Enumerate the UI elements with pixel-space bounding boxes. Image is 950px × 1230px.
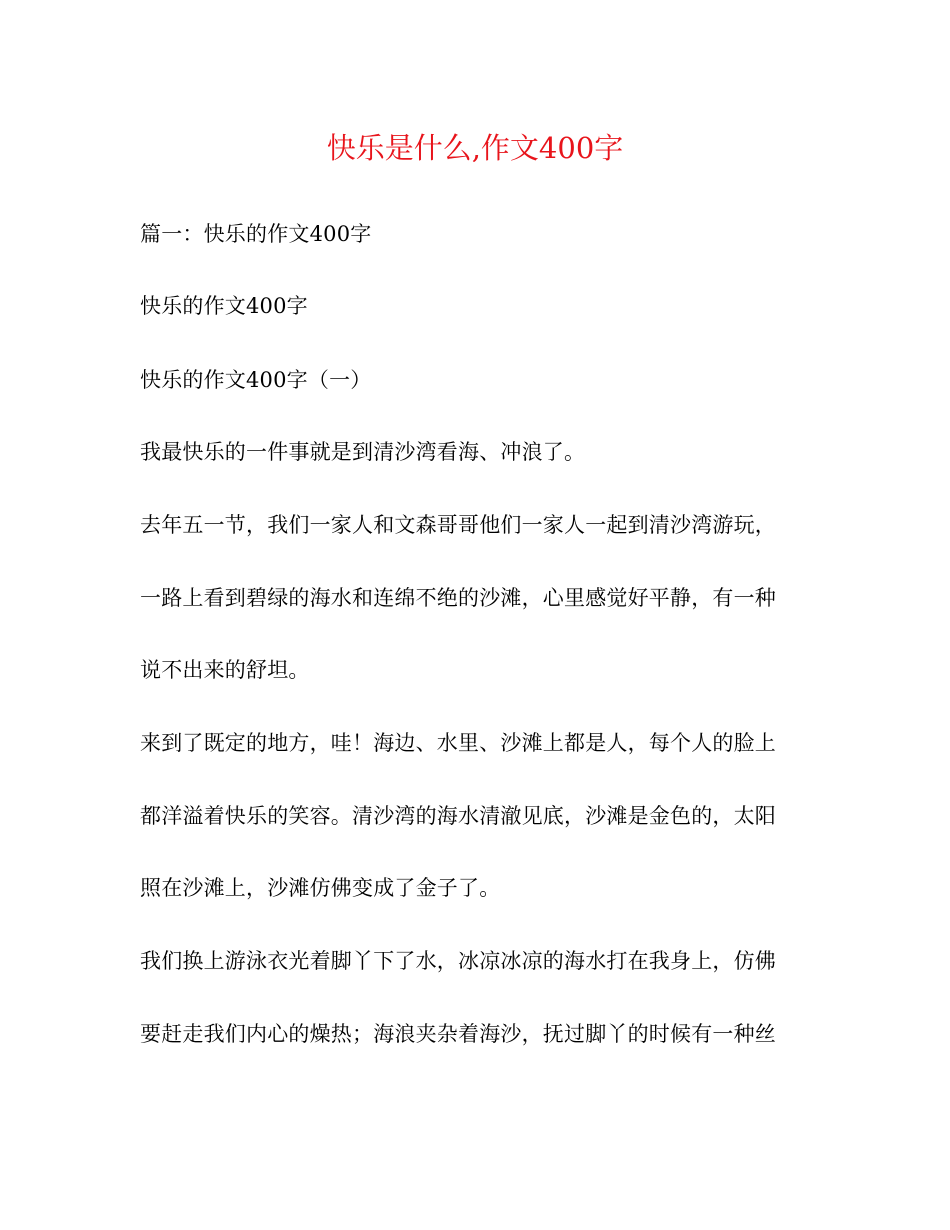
paragraph-line: 一路上看到碧绿的海水和连绵不绝的沙滩，心里感觉好平静，有一种 — [140, 586, 776, 610]
paragraph-line: 我最快乐的一件事就是到清沙湾看海、冲浪了。 — [140, 440, 586, 464]
paragraph-line: 去年五一节，我们一家人和文森哥哥他们一家人一起到清沙湾游玩， — [140, 513, 776, 537]
paragraph-line: 都洋溢着快乐的笑容。清沙湾的海水清澈见底，沙滩是金色的，太阳 — [140, 804, 776, 828]
document-title: 快乐是什么,作文400字 — [326, 131, 624, 165]
paragraph-line: 说不出来的舒坦。 — [140, 658, 310, 682]
essay-subtitle: 快乐的作文400字（一） — [140, 368, 372, 392]
essay-title: 快乐的作文400字 — [140, 294, 308, 318]
paragraph-line: 来到了既定的地方，哇！海边、水里、沙滩上都是人，每个人的脸上 — [140, 731, 776, 755]
section-heading: 篇一：快乐的作文400字 — [140, 222, 372, 246]
paragraph-line: 我们换上游泳衣光着脚丫下了水，冰凉冰凉的海水打在我身上，仿佛 — [140, 949, 776, 973]
paragraph-line: 照在沙滩上，沙滩仿佛变成了金子了。 — [140, 876, 501, 900]
paragraph-line: 要赶走我们内心的燥热；海浪夹杂着海沙，抚过脚丫的时候有一种丝 — [140, 1022, 776, 1046]
